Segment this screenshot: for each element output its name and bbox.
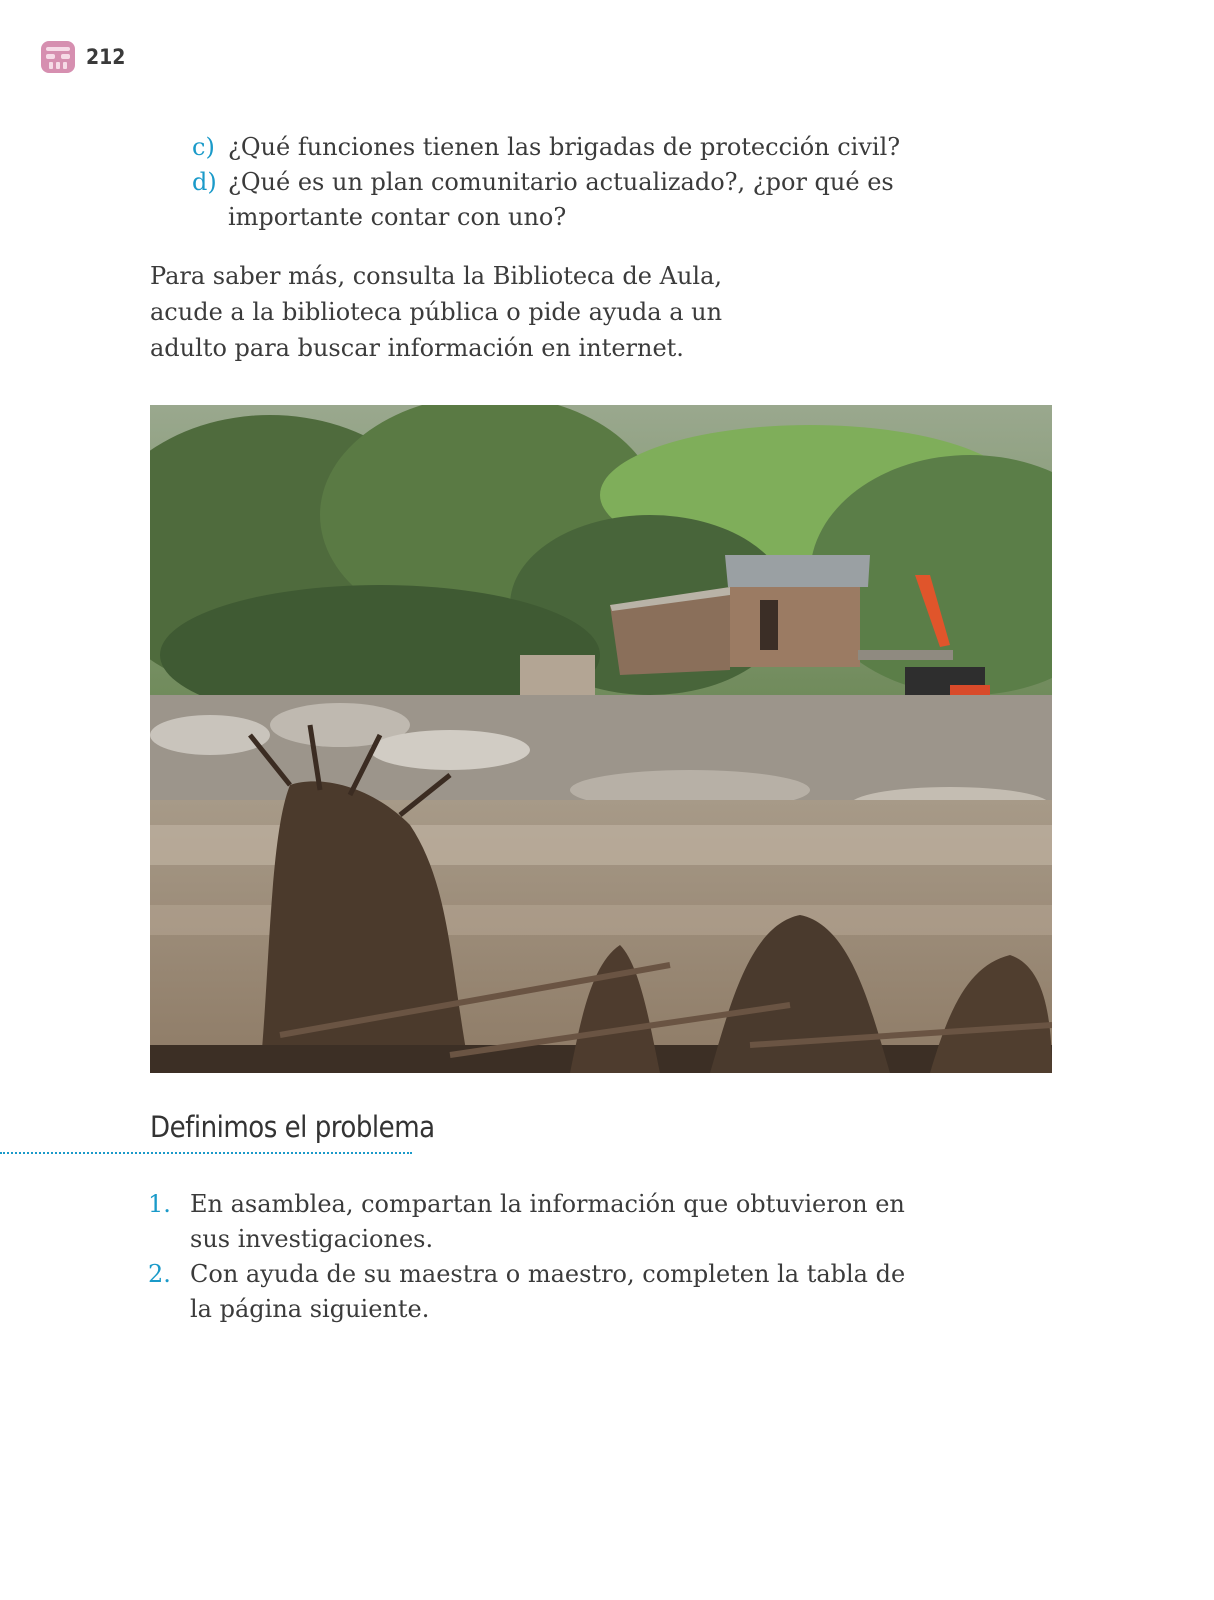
list-item <box>148 1257 908 1327</box>
page-header <box>40 40 125 74</box>
page-number: 212 <box>86 45 126 69</box>
section-divider <box>0 1152 412 1154</box>
steps-list <box>148 1187 908 1327</box>
list-marker: 1. <box>148 1190 171 1218</box>
section-title: Definimos el problema <box>150 1110 435 1144</box>
question-text: ¿Qué funciones tienen las brigadas de protección civil? <box>228 133 901 161</box>
decorative-glyph-icon <box>40 40 76 74</box>
list-item <box>148 1187 908 1257</box>
list-marker: 2. <box>148 1260 171 1288</box>
list-marker: c) <box>192 133 215 161</box>
question-list <box>192 130 952 235</box>
step-text: En asamblea, compartan la información que obtuvieron en sus investigaciones. <box>190 1190 905 1253</box>
list-marker: d) <box>192 168 217 196</box>
landslide-photo <box>150 405 1052 1073</box>
step-text: Con ayuda de su maestra o maestro, completen la tabla de la página siguiente. <box>190 1260 906 1323</box>
list-item <box>192 130 952 165</box>
list-item <box>192 165 952 235</box>
question-text: ¿Qué es un plan comunitario actualizado?, ¿por qué es importante contar con uno? <box>228 168 894 231</box>
intro-paragraph: Para saber más, consulta la Biblioteca de Aula, acude a la biblioteca pública o pide ayuda a un adulto para buscar información en internet. <box>150 262 723 362</box>
